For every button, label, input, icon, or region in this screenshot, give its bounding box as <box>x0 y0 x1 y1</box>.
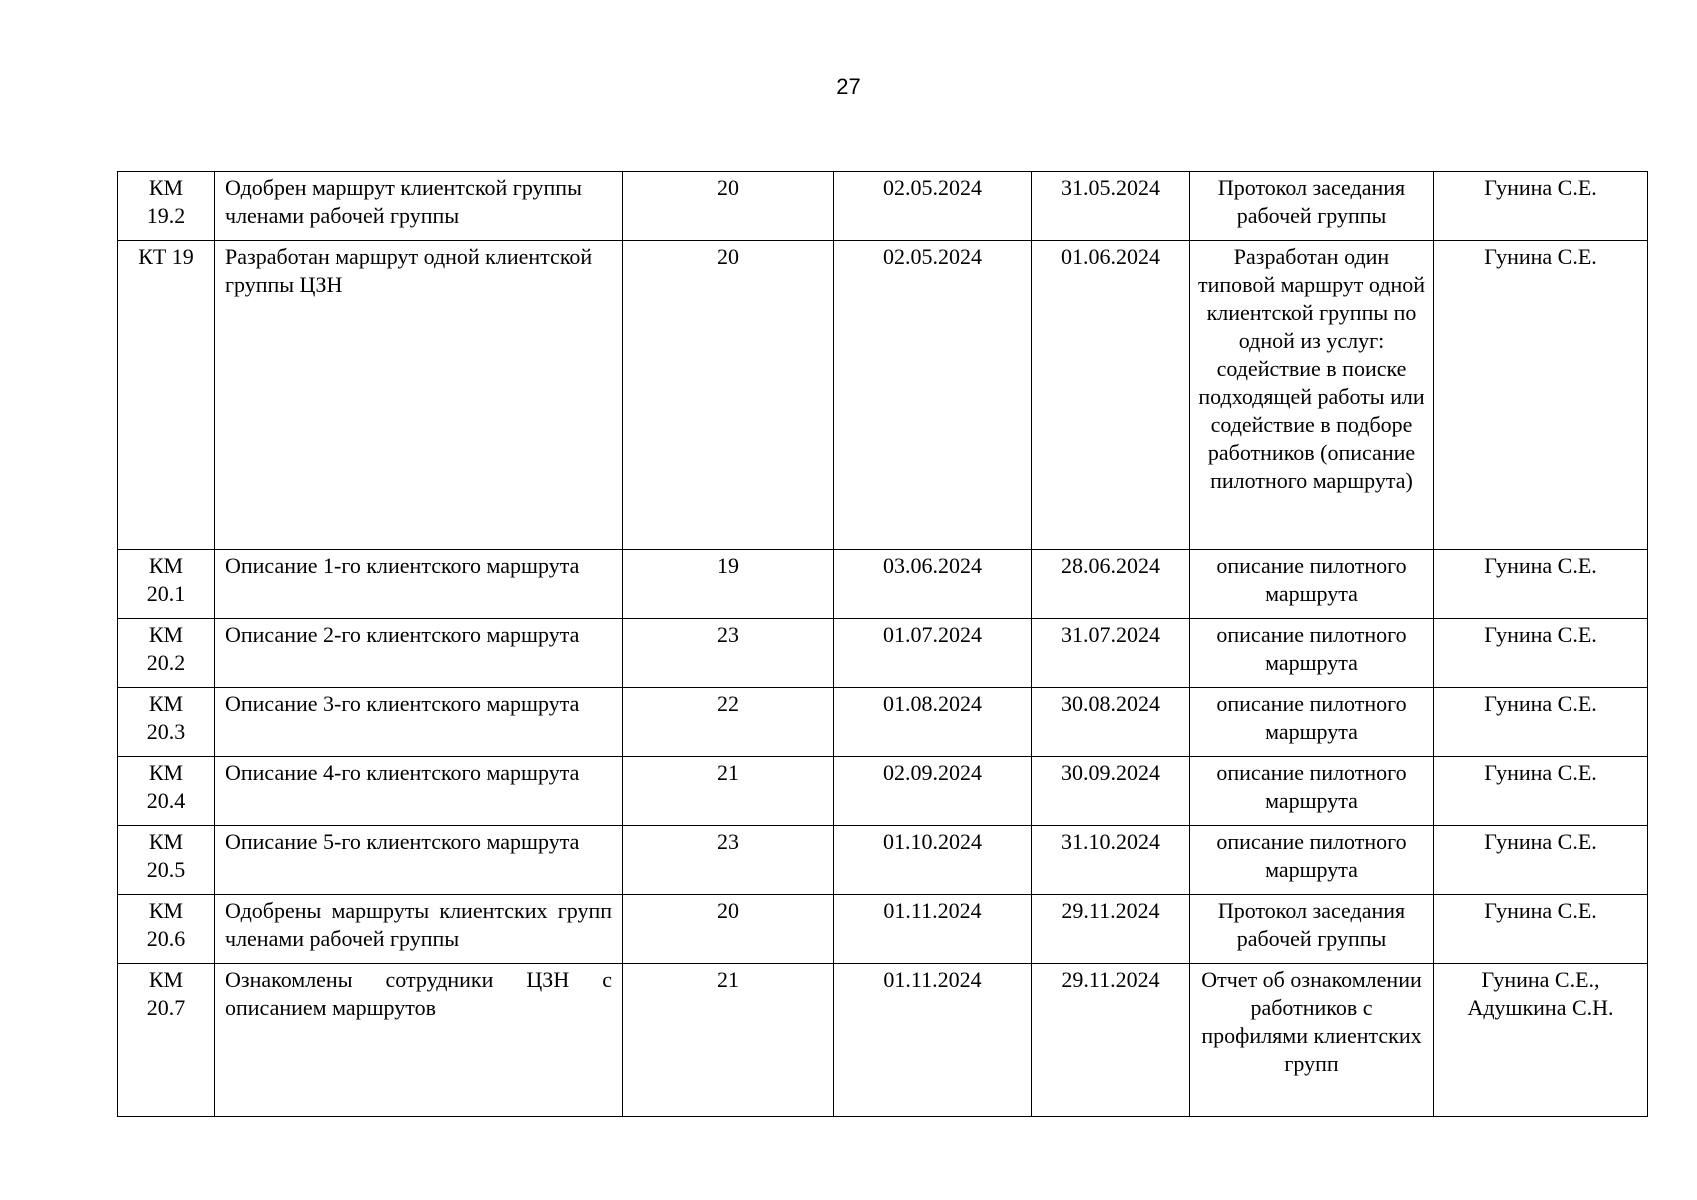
cell-name: Описание 3-го клиентского маршрута <box>215 688 623 757</box>
cell-result: Протокол заседания рабочей группы <box>1190 895 1434 964</box>
cell-end-date: 01.06.2024 <box>1032 241 1190 550</box>
cell-result: Разработан один типовой маршрут одной клиентской группы по одной из услуг: содействие в поиске подходящей работы или содействие в подборе работников (описание пилотного маршрута) <box>1190 241 1434 550</box>
cell-result: Отчет об ознакомлении работников с профилями клиентских групп <box>1190 964 1434 1117</box>
cell-responsible: Гунина С.Е., Адушкина С.Н. <box>1434 964 1648 1117</box>
cell-days: 20 <box>623 895 834 964</box>
cell-start-date: 02.09.2024 <box>834 757 1032 826</box>
cell-name: Разработан маршрут одной клиентской группы ЦЗН <box>215 241 623 550</box>
cell-result: описание пилотного маршрута <box>1190 757 1434 826</box>
cell-end-date: 31.05.2024 <box>1032 172 1190 241</box>
table-row <box>118 172 1648 241</box>
cell-start-date: 02.05.2024 <box>834 172 1032 241</box>
cell-end-date: 28.06.2024 <box>1032 550 1190 619</box>
cell-responsible: Гунина С.Е. <box>1434 895 1648 964</box>
cell-start-date: 01.11.2024 <box>834 964 1032 1117</box>
cell-days: 22 <box>623 688 834 757</box>
cell-code: КМ 20.3 <box>118 688 215 757</box>
table-row <box>118 619 1648 688</box>
cell-responsible: Гунина С.Е. <box>1434 688 1648 757</box>
cell-end-date: 31.10.2024 <box>1032 826 1190 895</box>
milestones-table <box>117 171 1648 1117</box>
cell-days: 19 <box>623 550 834 619</box>
cell-code: КМ 20.5 <box>118 826 215 895</box>
cell-code: КМ 20.7 <box>118 964 215 1117</box>
cell-end-date: 30.09.2024 <box>1032 757 1190 826</box>
cell-start-date: 01.08.2024 <box>834 688 1032 757</box>
cell-name: Одобрены маршруты клиентских групп членами рабочей группы <box>215 895 623 964</box>
table-row <box>118 241 1648 550</box>
cell-days: 20 <box>623 172 834 241</box>
table-row <box>118 550 1648 619</box>
cell-start-date: 02.05.2024 <box>834 241 1032 550</box>
cell-result: описание пилотного маршрута <box>1190 550 1434 619</box>
cell-days: 20 <box>623 241 834 550</box>
cell-start-date: 01.07.2024 <box>834 619 1032 688</box>
cell-end-date: 30.08.2024 <box>1032 688 1190 757</box>
cell-days: 23 <box>623 826 834 895</box>
table-body <box>118 172 1648 1117</box>
cell-days: 23 <box>623 619 834 688</box>
cell-responsible: Гунина С.Е. <box>1434 826 1648 895</box>
cell-result: описание пилотного маршрута <box>1190 688 1434 757</box>
cell-end-date: 29.11.2024 <box>1032 964 1190 1117</box>
cell-name: Описание 2-го клиентского маршрута <box>215 619 623 688</box>
cell-name: Описание 1-го клиентского маршрута <box>215 550 623 619</box>
cell-result: описание пилотного маршрута <box>1190 826 1434 895</box>
cell-code: КТ 19 <box>118 241 215 550</box>
cell-name: Одобрен маршрут клиентской группы членами рабочей группы <box>215 172 623 241</box>
cell-responsible: Гунина С.Е. <box>1434 550 1648 619</box>
cell-days: 21 <box>623 757 834 826</box>
cell-code: КМ 20.4 <box>118 757 215 826</box>
table-row <box>118 688 1648 757</box>
cell-end-date: 31.07.2024 <box>1032 619 1190 688</box>
cell-days: 21 <box>623 964 834 1117</box>
cell-name: Описание 5-го клиентского маршрута <box>215 826 623 895</box>
table-row <box>118 826 1648 895</box>
cell-result: описание пилотного маршрута <box>1190 619 1434 688</box>
cell-code: КМ 20.6 <box>118 895 215 964</box>
table-row <box>118 964 1648 1117</box>
cell-name: Ознакомлены сотрудники ЦЗН с описанием маршрутов <box>215 964 623 1117</box>
cell-start-date: 01.11.2024 <box>834 895 1032 964</box>
cell-end-date: 29.11.2024 <box>1032 895 1190 964</box>
cell-name: Описание 4-го клиентского маршрута <box>215 757 623 826</box>
page-number: 27 <box>836 74 861 99</box>
cell-responsible: Гунина С.Е. <box>1434 619 1648 688</box>
cell-start-date: 03.06.2024 <box>834 550 1032 619</box>
cell-responsible: Гунина С.Е. <box>1434 172 1648 241</box>
cell-responsible: Гунина С.Е. <box>1434 241 1648 550</box>
cell-code: КМ 19.2 <box>118 172 215 241</box>
cell-responsible: Гунина С.Е. <box>1434 757 1648 826</box>
cell-code: КМ 20.1 <box>118 550 215 619</box>
cell-result: Протокол заседания рабочей группы <box>1190 172 1434 241</box>
table-row <box>118 895 1648 964</box>
cell-code: КМ 20.2 <box>118 619 215 688</box>
cell-start-date: 01.10.2024 <box>834 826 1032 895</box>
table-row <box>118 757 1648 826</box>
